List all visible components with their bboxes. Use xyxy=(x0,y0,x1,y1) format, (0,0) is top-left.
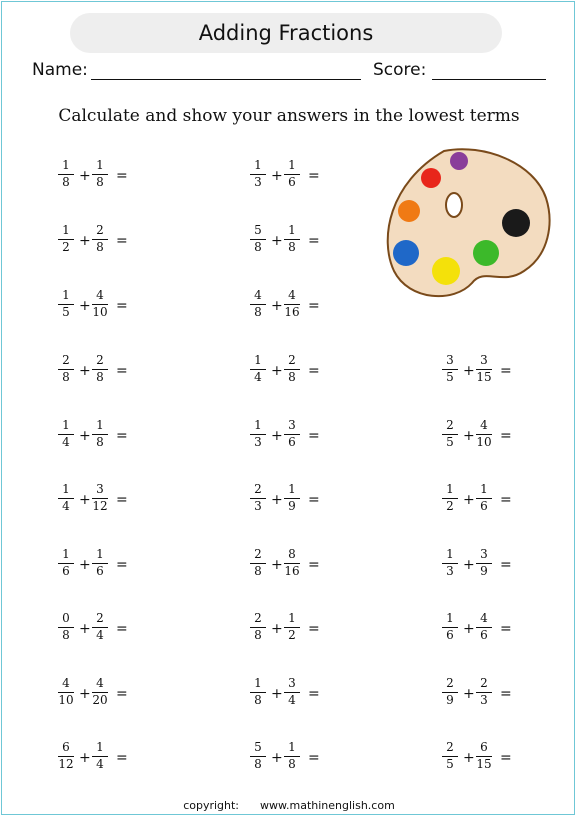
numerator: 1 xyxy=(58,547,74,564)
plus-sign: + xyxy=(271,298,283,314)
plus-sign: + xyxy=(271,621,283,637)
fraction-left xyxy=(442,353,458,386)
equals-sign: = xyxy=(500,492,512,508)
numerator: 2 xyxy=(92,223,108,240)
numerator: 1 xyxy=(58,223,74,240)
numerator: 2 xyxy=(284,353,300,370)
plus-sign: + xyxy=(463,621,475,637)
numerator: 1 xyxy=(58,418,74,435)
numerator: 3 xyxy=(476,547,492,564)
numerator: 1 xyxy=(250,353,266,370)
denominator: 8 xyxy=(96,175,104,189)
fraction-right xyxy=(92,158,108,191)
denominator: 10 xyxy=(58,693,74,707)
plus-sign: + xyxy=(463,557,475,573)
denominator: 8 xyxy=(254,564,262,578)
fraction-right xyxy=(476,740,492,773)
denominator: 3 xyxy=(254,435,262,449)
plus-sign: + xyxy=(79,750,91,766)
denominator: 2 xyxy=(446,499,454,513)
numerator: 1 xyxy=(250,158,266,175)
denominator: 10 xyxy=(92,305,108,319)
numerator: 4 xyxy=(250,288,266,305)
fraction-left xyxy=(58,288,74,321)
denominator: 12 xyxy=(58,757,74,771)
fraction-right xyxy=(92,676,108,709)
numerator: 2 xyxy=(58,353,74,370)
denominator: 4 xyxy=(288,693,296,707)
denominator: 6 xyxy=(62,564,70,578)
numerator: 5 xyxy=(250,740,266,757)
plus-sign: + xyxy=(79,233,91,249)
plus-sign: + xyxy=(271,750,283,766)
equals-sign: = xyxy=(500,686,512,702)
paint-yellow xyxy=(432,257,460,285)
fraction-left xyxy=(442,482,458,515)
fraction-right xyxy=(92,288,108,321)
denominator: 9 xyxy=(480,564,488,578)
denominator: 3 xyxy=(254,175,262,189)
numerator: 1 xyxy=(58,158,74,175)
fraction-left xyxy=(250,482,266,515)
fraction-right xyxy=(92,547,108,580)
fraction-right xyxy=(92,611,108,644)
denominator: 6 xyxy=(446,628,454,642)
palette-thumb-hole xyxy=(446,193,462,217)
fraction-right xyxy=(284,611,300,644)
equals-sign: = xyxy=(116,686,128,702)
fraction-right xyxy=(92,353,108,386)
fraction-right xyxy=(476,547,492,580)
page-title: Adding Fractions xyxy=(198,21,374,45)
fraction-left xyxy=(250,676,266,709)
fraction-left xyxy=(58,547,74,580)
denominator: 8 xyxy=(254,628,262,642)
numerator: 3 xyxy=(476,353,492,370)
fraction-left xyxy=(58,353,74,386)
denominator: 9 xyxy=(446,693,454,707)
numerator: 2 xyxy=(250,611,266,628)
fraction-left xyxy=(442,676,458,709)
equals-sign: = xyxy=(308,428,320,444)
numerator: 1 xyxy=(58,482,74,499)
plus-sign: + xyxy=(79,363,91,379)
fraction-left xyxy=(58,740,74,773)
numerator: 4 xyxy=(92,288,108,305)
fraction-right xyxy=(284,418,300,451)
fraction-right xyxy=(284,223,300,256)
paint-red xyxy=(421,168,441,188)
denominator: 12 xyxy=(92,499,108,513)
equals-sign: = xyxy=(308,621,320,637)
fraction-left xyxy=(442,547,458,580)
numerator: 1 xyxy=(476,482,492,499)
denominator: 5 xyxy=(446,370,454,384)
numerator: 2 xyxy=(442,676,458,693)
denominator: 8 xyxy=(288,240,296,254)
numerator: 2 xyxy=(250,547,266,564)
paint-palette-image xyxy=(384,143,554,303)
numerator: 3 xyxy=(442,353,458,370)
fraction-left xyxy=(442,611,458,644)
paint-green xyxy=(473,240,499,266)
denominator: 3 xyxy=(480,693,488,707)
plus-sign: + xyxy=(271,428,283,444)
fraction-left xyxy=(250,547,266,580)
denominator: 8 xyxy=(96,370,104,384)
numerator: 1 xyxy=(284,158,300,175)
plus-sign: + xyxy=(79,428,91,444)
denominator: 20 xyxy=(92,693,108,707)
denominator: 5 xyxy=(446,757,454,771)
fraction-right xyxy=(476,482,492,515)
equals-sign: = xyxy=(116,428,128,444)
equals-sign: = xyxy=(308,686,320,702)
denominator: 6 xyxy=(288,435,296,449)
equals-sign: = xyxy=(308,492,320,508)
paint-blue xyxy=(393,240,419,266)
equals-sign: = xyxy=(308,750,320,766)
fraction-left xyxy=(58,223,74,256)
plus-sign: + xyxy=(271,492,283,508)
equals-sign: = xyxy=(500,621,512,637)
denominator: 8 xyxy=(254,305,262,319)
numerator: 1 xyxy=(442,611,458,628)
denominator: 8 xyxy=(96,240,104,254)
fraction-left xyxy=(58,158,74,191)
fraction-right xyxy=(92,482,108,515)
denominator: 8 xyxy=(288,757,296,771)
plus-sign: + xyxy=(271,363,283,379)
plus-sign: + xyxy=(79,686,91,702)
footer xyxy=(0,799,578,812)
fraction-right xyxy=(284,158,300,191)
numerator: 4 xyxy=(476,418,492,435)
fraction-left xyxy=(442,740,458,773)
fraction-left xyxy=(58,418,74,451)
numerator: 2 xyxy=(92,353,108,370)
fraction-right xyxy=(92,418,108,451)
equals-sign: = xyxy=(116,168,128,184)
equals-sign: = xyxy=(116,492,128,508)
numerator: 3 xyxy=(284,418,300,435)
denominator: 10 xyxy=(476,435,492,449)
fraction-left xyxy=(250,158,266,191)
numerator: 8 xyxy=(284,547,300,564)
fraction-left xyxy=(250,288,266,321)
numerator: 1 xyxy=(284,740,300,757)
equals-sign: = xyxy=(308,557,320,573)
denominator: 2 xyxy=(62,240,70,254)
fraction-right xyxy=(476,676,492,709)
numerator: 1 xyxy=(250,676,266,693)
fraction-right xyxy=(284,547,300,580)
denominator: 6 xyxy=(96,564,104,578)
fraction-right xyxy=(476,418,492,451)
copyright-site: www.mathinenglish.com xyxy=(260,799,395,812)
numerator: 1 xyxy=(92,547,108,564)
equals-sign: = xyxy=(500,363,512,379)
name-field[interactable] xyxy=(91,79,361,80)
numerator: 1 xyxy=(92,418,108,435)
denominator: 9 xyxy=(288,499,296,513)
denominator: 8 xyxy=(62,175,70,189)
equals-sign: = xyxy=(308,233,320,249)
fraction-left xyxy=(250,611,266,644)
plus-sign: + xyxy=(463,428,475,444)
numerator: 1 xyxy=(442,547,458,564)
fraction-right xyxy=(476,611,492,644)
plus-sign: + xyxy=(271,233,283,249)
denominator: 2 xyxy=(288,628,296,642)
fraction-right xyxy=(284,288,300,321)
fraction-right xyxy=(284,676,300,709)
numerator: 4 xyxy=(284,288,300,305)
denominator: 4 xyxy=(96,628,104,642)
equals-sign: = xyxy=(116,750,128,766)
fraction-left xyxy=(58,676,74,709)
numerator: 4 xyxy=(92,676,108,693)
fraction-left xyxy=(250,223,266,256)
score-field[interactable] xyxy=(432,79,546,80)
numerator: 4 xyxy=(476,611,492,628)
equals-sign: = xyxy=(500,557,512,573)
equals-sign: = xyxy=(116,621,128,637)
denominator: 16 xyxy=(284,305,300,319)
denominator: 8 xyxy=(254,693,262,707)
numerator: 2 xyxy=(442,740,458,757)
numerator: 6 xyxy=(58,740,74,757)
plus-sign: + xyxy=(79,621,91,637)
paint-purple xyxy=(450,152,468,170)
score-label: Score: xyxy=(373,60,427,80)
equals-sign: = xyxy=(116,363,128,379)
numerator: 1 xyxy=(284,611,300,628)
denominator: 6 xyxy=(288,175,296,189)
numerator: 2 xyxy=(250,482,266,499)
fraction-left xyxy=(442,418,458,451)
fraction-right xyxy=(284,353,300,386)
equals-sign: = xyxy=(116,298,128,314)
denominator: 4 xyxy=(62,435,70,449)
numerator: 6 xyxy=(476,740,492,757)
numerator: 3 xyxy=(284,676,300,693)
fraction-right xyxy=(284,482,300,515)
equals-sign: = xyxy=(308,298,320,314)
fraction-left xyxy=(250,418,266,451)
plus-sign: + xyxy=(463,750,475,766)
equals-sign: = xyxy=(500,428,512,444)
paint-black xyxy=(502,209,530,237)
denominator: 15 xyxy=(476,370,492,384)
numerator: 3 xyxy=(92,482,108,499)
denominator: 8 xyxy=(62,370,70,384)
plus-sign: + xyxy=(79,168,91,184)
denominator: 5 xyxy=(446,435,454,449)
fraction-right xyxy=(92,740,108,773)
fraction-left xyxy=(58,482,74,515)
denominator: 4 xyxy=(62,499,70,513)
plus-sign: + xyxy=(271,557,283,573)
denominator: 8 xyxy=(62,628,70,642)
numerator: 1 xyxy=(284,223,300,240)
denominator: 8 xyxy=(96,435,104,449)
fraction-right xyxy=(284,740,300,773)
plus-sign: + xyxy=(463,686,475,702)
numerator: 1 xyxy=(58,288,74,305)
denominator: 6 xyxy=(480,499,488,513)
numerator: 1 xyxy=(92,740,108,757)
numerator: 5 xyxy=(250,223,266,240)
fraction-right xyxy=(92,223,108,256)
denominator: 3 xyxy=(254,499,262,513)
plus-sign: + xyxy=(79,557,91,573)
numerator: 1 xyxy=(442,482,458,499)
denominator: 3 xyxy=(446,564,454,578)
numerator: 2 xyxy=(476,676,492,693)
name-label: Name: xyxy=(32,60,88,80)
numerator: 1 xyxy=(92,158,108,175)
plus-sign: + xyxy=(79,492,91,508)
plus-sign: + xyxy=(271,168,283,184)
equals-sign: = xyxy=(116,557,128,573)
denominator: 8 xyxy=(254,240,262,254)
denominator: 8 xyxy=(254,757,262,771)
plus-sign: + xyxy=(271,686,283,702)
numerator: 1 xyxy=(250,418,266,435)
plus-sign: + xyxy=(463,492,475,508)
equals-sign: = xyxy=(116,233,128,249)
numerator: 2 xyxy=(92,611,108,628)
numerator: 4 xyxy=(58,676,74,693)
equals-sign: = xyxy=(308,363,320,379)
denominator: 6 xyxy=(480,628,488,642)
denominator: 8 xyxy=(288,370,296,384)
paint-orange xyxy=(398,200,420,222)
denominator: 4 xyxy=(96,757,104,771)
denominator: 16 xyxy=(284,564,300,578)
numerator: 2 xyxy=(442,418,458,435)
numerator: 0 xyxy=(58,611,74,628)
copyright-label: copyright: xyxy=(183,799,240,812)
fraction-left xyxy=(250,353,266,386)
denominator: 4 xyxy=(254,370,262,384)
fraction-left xyxy=(58,611,74,644)
denominator: 15 xyxy=(476,757,492,771)
instructions-text: Calculate and show your answers in the lowest terms xyxy=(58,106,520,126)
plus-sign: + xyxy=(463,363,475,379)
equals-sign: = xyxy=(308,168,320,184)
fraction-right xyxy=(476,353,492,386)
equals-sign: = xyxy=(500,750,512,766)
numerator: 1 xyxy=(284,482,300,499)
fraction-left xyxy=(250,740,266,773)
plus-sign: + xyxy=(79,298,91,314)
denominator: 5 xyxy=(62,305,70,319)
